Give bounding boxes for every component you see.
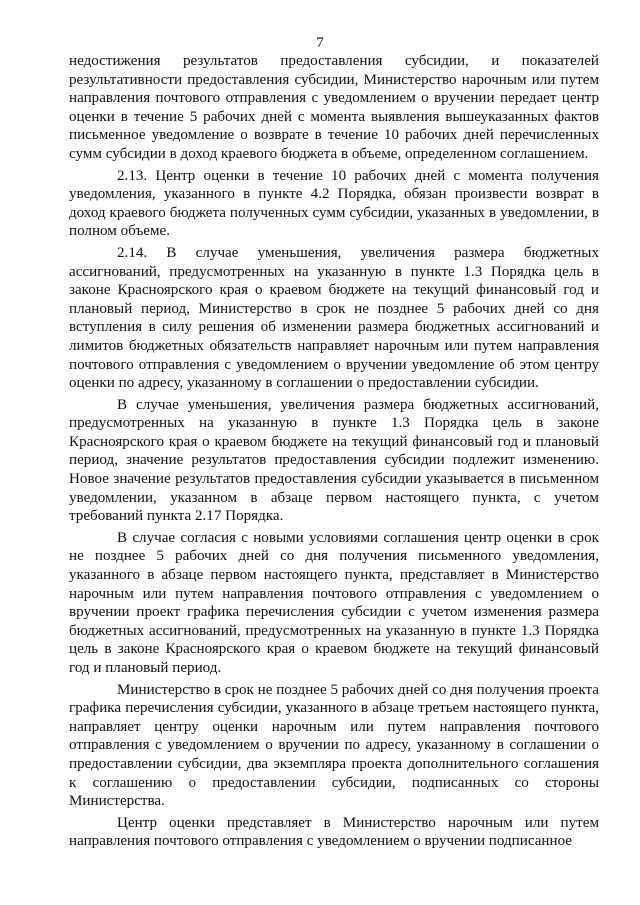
- document-body: [69, 52, 599, 854]
- paragraph-continuation: недостижения результатов предоставления субсидии, и показателей результативности предоставления субсидии, Министерство нарочным или путем направления почтового отправления с уведомлением о вручении передает центр оценки в течение 5 рабочих дней с момента выявления вышеуказанных фактов письменное уведомление о возврате в течение 10 рабочих дней перечисленных сумм субсидии в доход краевого бюджета в объеме, определенном соглашением.: [69, 53, 599, 162]
- page-number: 7: [316, 35, 324, 51]
- paragraph-2-13: 2.13. Центр оценки в течение 10 рабочих дней с момента получения уведомления, указанного в пункте 4.2 Порядка, обязан произвести возврат в доход краевого бюджета полученных сумм субсидии, указанных в уведомлении, в полном объеме.: [69, 167, 599, 240]
- paragraph-2-14-fourth: Министерство в срок не позднее 5 рабочих дней со дня получения проекта графика перечисления субсидии, указанного в абзаце третьем настоящего пункта, направляет центру оценки нарочным или путем направления почтового отправления с уведомлением о вручении по адресу, указанному в соглашении о предоставлении субсидии, два экземпляра проекта дополнительного соглашения к соглашению о предоставлении субсидии, подписанных со стороны Министерства.: [69, 681, 599, 810]
- paragraph-2-14-second: В случае уменьшения, увеличения размера бюджетных ассигнований, предусмотренных на указанную в пункте 1.3 Порядка цель в законе Красноярского края о краевом бюджете на текущий финансовый год и плановый период, значение результатов предоставления субсидии подлежит изменению. Новое значение результатов предоставления субсидии указывается в письменном уведомлении, указанном в абзаце первом настоящего пункта, с учетом требований пункта 2.17 Порядка.: [69, 396, 599, 525]
- paragraph-2-14-third: В случае согласия с новыми условиями соглашения центр оценки в срок не позднее 5 рабочих дней со дня получения письменного уведомления, указанного в абзаце первом настоящего пункта, представляет в Министерство нарочным или путем направления почтового отправления с уведомлением о вручении проект графика перечисления субсидии с учетом изменения размера бюджетных ассигнований, предусмотренных на указанную в пункте 1.3 Порядка цель в законе Красноярского края о краевом бюджете на текущий финансовый год и плановый период.: [69, 529, 599, 676]
- paragraph-2-14: 2.14. В случае уменьшения, увеличения размера бюджетных ассигнований, предусмотренных на указанную в пункте 1.3 Порядка цель в законе Красноярского края о краевом бюджете на текущий финансовый год и плановый период, Министерство в срок не позднее 5 рабочих дней со дня вступления в силу решения об изменении размера бюджетных ассигнований и лимитов бюджетных обязательств направляет нарочным или путем направления почтового отправления с уведомлением о вручении уведомление об этом центру оценки по адресу, указанному в соглашении о предоставлении субсидии.: [69, 244, 599, 392]
- paragraph-2-14-fifth: Центр оценки представляет в Министерство нарочным или путем направления почтового отправления с уведомлением о вручении подписанное: [69, 814, 599, 850]
